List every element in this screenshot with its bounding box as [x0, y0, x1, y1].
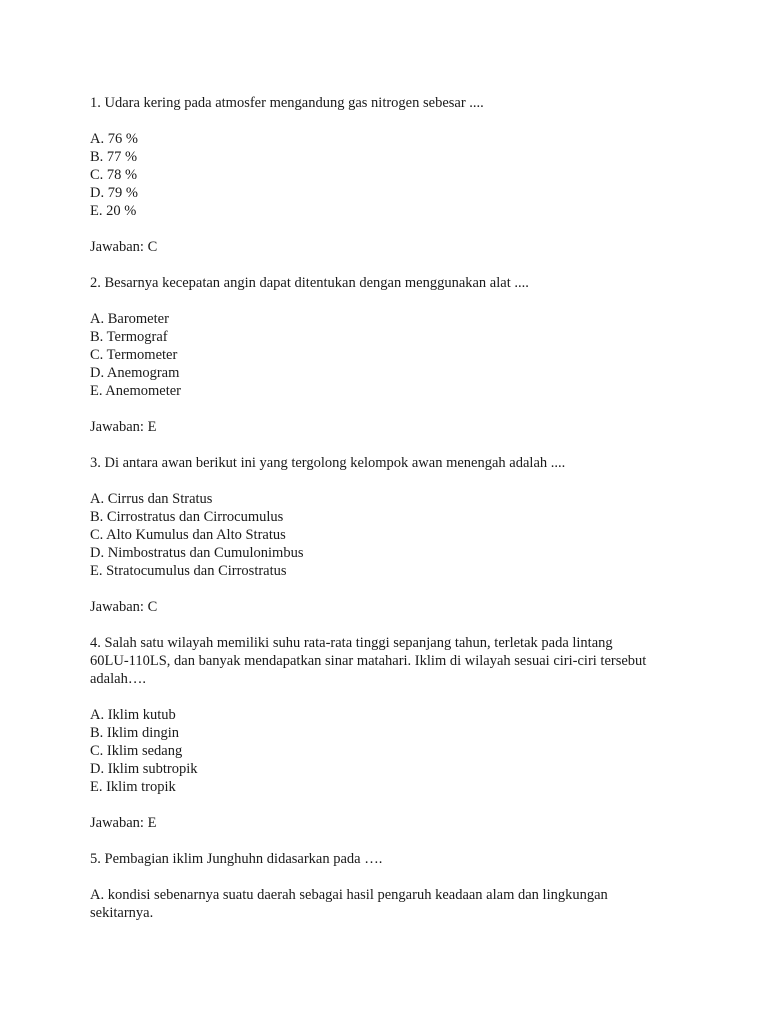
- option-d: D. Anemogram: [90, 365, 180, 381]
- question-2: [90, 274, 650, 436]
- option-a: A. 76 %: [90, 131, 138, 147]
- question-text: 5. Pembagian iklim Junghuhn didasarkan pada ….: [90, 851, 383, 867]
- option-e: E. Stratocumulus dan Cirrostratus: [90, 563, 287, 579]
- question-text: 2. Besarnya kecepatan angin dapat ditentukan dengan menggunakan alat ....: [90, 275, 529, 291]
- option-b: B. Termograf: [90, 329, 168, 345]
- option-list: [90, 490, 650, 580]
- question-text: 1. Udara kering pada atmosfer mengandung gas nitrogen sebesar ....: [90, 95, 484, 111]
- option-list: [90, 130, 650, 220]
- option-d: D. 79 %: [90, 185, 138, 201]
- question-1: [90, 94, 650, 256]
- option-e: E. 20 %: [90, 203, 137, 219]
- option-c: C. Termometer: [90, 347, 178, 363]
- answer-text: Jawaban: E: [90, 815, 157, 831]
- option-list: [90, 310, 650, 400]
- option-list: [90, 886, 650, 922]
- option-c: C. Iklim sedang: [90, 743, 183, 759]
- answer-text: Jawaban: E: [90, 419, 157, 435]
- option-list: [90, 706, 650, 796]
- option-a: A. Iklim kutub: [90, 707, 176, 723]
- option-a: A. Cirrus dan Stratus: [90, 491, 213, 507]
- answer-text: Jawaban: C: [90, 599, 158, 615]
- answer-text: Jawaban: C: [90, 239, 158, 255]
- option-c: C. 78 %: [90, 167, 138, 183]
- question-3: [90, 454, 650, 616]
- question-4: [90, 634, 650, 832]
- document-page: [90, 94, 650, 940]
- question-text: 3. Di antara awan berikut ini yang tergolong kelompok awan menengah adalah ....: [90, 455, 566, 471]
- option-a: A. Barometer: [90, 311, 169, 327]
- question-text: 4. Salah satu wilayah memiliki suhu rata-rata tinggi sepanjang tahun, terletak pada lintang 60LU-110LS, dan banyak mendapatkan sinar matahari. Iklim di wilayah sesuai ciri-ciri tersebut adalah….: [90, 635, 650, 687]
- option-d: D. Iklim subtropik: [90, 761, 198, 777]
- option-e: E. Anemometer: [90, 383, 182, 399]
- option-b: B. Iklim dingin: [90, 725, 180, 741]
- question-5: [90, 850, 650, 922]
- option-b: B. 77 %: [90, 149, 138, 165]
- option-c: C. Alto Kumulus dan Alto Stratus: [90, 527, 286, 543]
- option-a: A. kondisi sebenarnya suatu daerah sebagai hasil pengaruh keadaan alam dan lingkungan sekitarnya.: [90, 887, 608, 921]
- option-d: D. Nimbostratus dan Cumulonimbus: [90, 545, 304, 561]
- option-b: B. Cirrostratus dan Cirrocumulus: [90, 509, 284, 525]
- option-e: E. Iklim tropik: [90, 779, 176, 795]
